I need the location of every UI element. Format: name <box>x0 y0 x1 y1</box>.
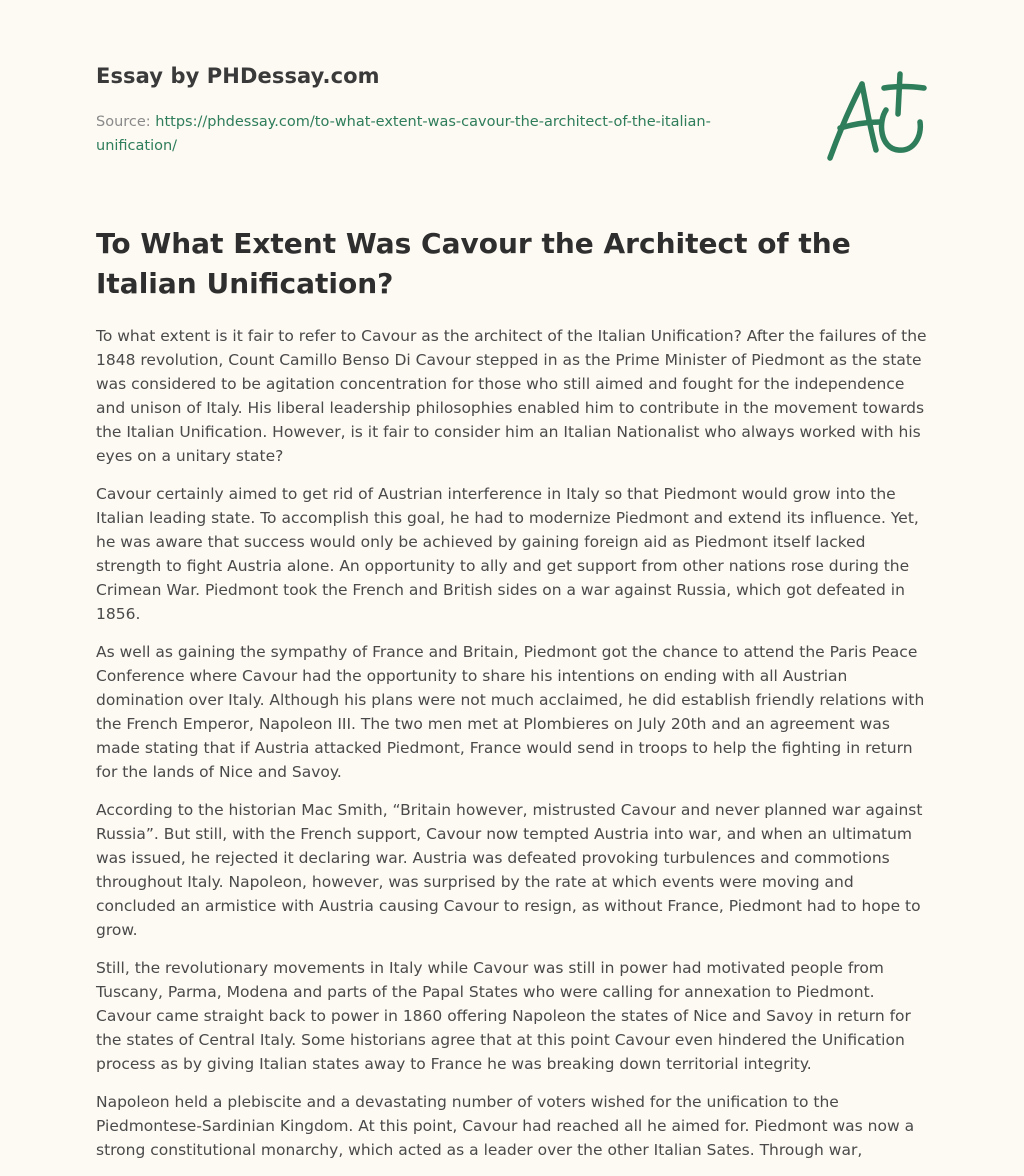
essay-paragraph: As well as gaining the sympathy of France and Britain, Piedmont got the chance to attend the Paris Peace Conference where Cavour had the opportunity to share his intentions on ending with all Austrian domination over Italy. Although his plans were not much acclaimed, he did establish friendly relations with the French Emperor, Napoleon III. The two men met at Plombieres on July 20th and an agreement was made stating that if Austria attacked Piedmont, France would send in troops to help the fighting in return for the lands of Nice and Savoy. <box>96 643 925 781</box>
essay-paragraph: To what extent is it fair to refer to Cavour as the architect of the Italian Unification? After the failures of the 1848 revolution, Count Camillo Benso Di Cavour stepped in as the Prime Minister of Piedmont as the state was considered to be agitation concentration for those who still aimed and fought for the independence and unison of Italy. His liberal leadership philosophies enabled him to contribute in the movement towards the Italian Unification. However, is it fair to consider him an Italian Nationalist who always worked with his eyes on a unitary state? <box>96 327 927 465</box>
source-label: Source: <box>96 114 151 130</box>
a-plus-grade-icon <box>820 66 930 166</box>
essay-body <box>96 324 928 1176</box>
essay-paragraph: Still, the revolutionary movements in Italy while Cavour was still in power had motivated people from Tuscany, Parma, Modena and parts of the Papal States who were calling for annexation to Piedmont. Cavour came straight back to power in 1860 offering Napoleon the states of Nice and Savoy in return for the states of Central Italy. Some historians agree that at this point Cavour even hindered the Unification process as by giving Italian states away to France he was breaking down territorial integrity. <box>96 959 911 1073</box>
essay-paragraph: According to the historian Mac Smith, “Britain however, mistrusted Cavour and never planned war against Russia”. But still, with the French support, Cavour now tempted Austria into war, and when an ultimatum was issued, he rejected it declaring war. Austria was defeated provoking turbulences and commotions throughout Italy. Napoleon, however, was surprised by the rate at which events were moving and concluded an armistice with Austria causing Cavour to resign, as without France, Piedmont had to hope to grow. <box>96 801 923 939</box>
essay-paragraph: Napoleon held a plebiscite and a devastating number of voters wished for the unification to the Piedmontese-Sardinian Kingdom. At this point, Cavour had reached all he aimed for. Piedmont was now a strong constitutional monarchy, which acted as a leader over the other Italian Sates. Through war, <box>96 1093 915 1159</box>
essay-title: To What Extent Was Cavour the Architect of the Italian Unification? <box>96 227 851 300</box>
site-title: Essay by PHDessay.com <box>96 64 380 88</box>
essay-paragraph: Cavour certainly aimed to get rid of Austrian interference in Italy so that Piedmont would grow into the Italian leading state. To accomplish this goal, he had to modernize Piedmont and extend its influence. Yet, he was aware that success would only be achieved by gaining foreign aid as Piedmont itself lacked strength to fight Austria alone. An opportunity to ally and get support from other nations rose during the Crimean War. Piedmont took the French and British sides on a war against Russia, which got defeated in 1856. <box>96 485 919 623</box>
source-line <box>96 110 756 158</box>
source-link[interactable]: https://phdessay.com/to-what-extent-was-cavour-the-architect-of-the-italian-unification/ <box>96 114 711 154</box>
